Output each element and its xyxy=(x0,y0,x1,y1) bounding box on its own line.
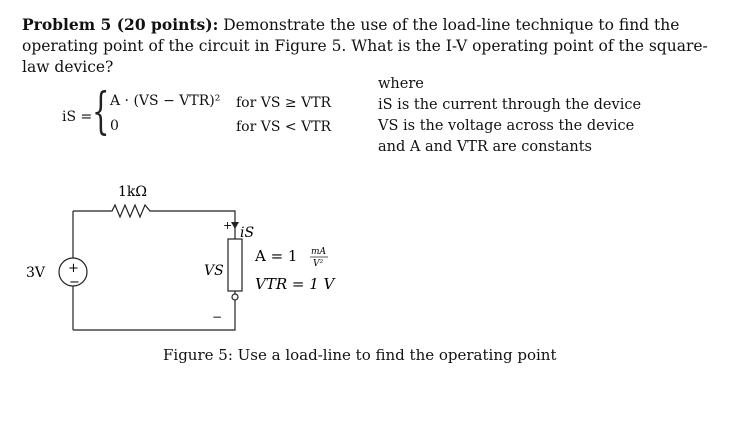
source-minus: − xyxy=(69,275,80,290)
device-plus: + xyxy=(223,219,233,232)
bottom-wire xyxy=(73,300,235,330)
where-line-1: iS is the current through the device xyxy=(378,97,642,113)
equation-lhs-text: iS = xyxy=(62,109,93,125)
figure-caption: Figure 5: Use a load-line to find the operating point xyxy=(163,346,557,364)
voltage-label: VS xyxy=(204,263,224,279)
resistor-symbol xyxy=(73,205,235,230)
equation-case2-cond: for VS < VTR xyxy=(236,119,332,135)
param-a-unit-den: V² xyxy=(313,259,324,269)
where-heading: where xyxy=(378,76,424,92)
square-law-device-symbol xyxy=(228,239,242,291)
param-a: A = 1 xyxy=(255,247,298,265)
current-label: iS xyxy=(240,225,255,241)
device-terminal xyxy=(232,294,238,300)
equation-case1-expr: A · (VS − VTR)² xyxy=(110,93,221,109)
problem-text: Demonstrate the use of the load-line technique to find the operating point of the circuit in Figure 5. What is the I-V operating point of the square-law device? xyxy=(22,16,708,76)
where-line-2: VS is the voltage across the device xyxy=(378,118,635,134)
equation-case2-expr: 0 xyxy=(110,118,119,134)
source-plus: + xyxy=(68,261,79,276)
param-vtr: VTR = 1 V xyxy=(255,275,335,293)
equation-brace: { xyxy=(92,82,110,140)
param-a-unit-num: mA xyxy=(311,247,327,257)
problem-heading: Problem 5 (20 points): xyxy=(22,15,219,34)
device-minus: − xyxy=(212,310,223,324)
where-line-3: and A and VTR are constants xyxy=(378,139,592,155)
equation-case1-cond: for VS ≥ VTR xyxy=(236,95,332,111)
source-label: 3V xyxy=(26,265,46,281)
resistor-label: 1kΩ xyxy=(118,184,147,200)
